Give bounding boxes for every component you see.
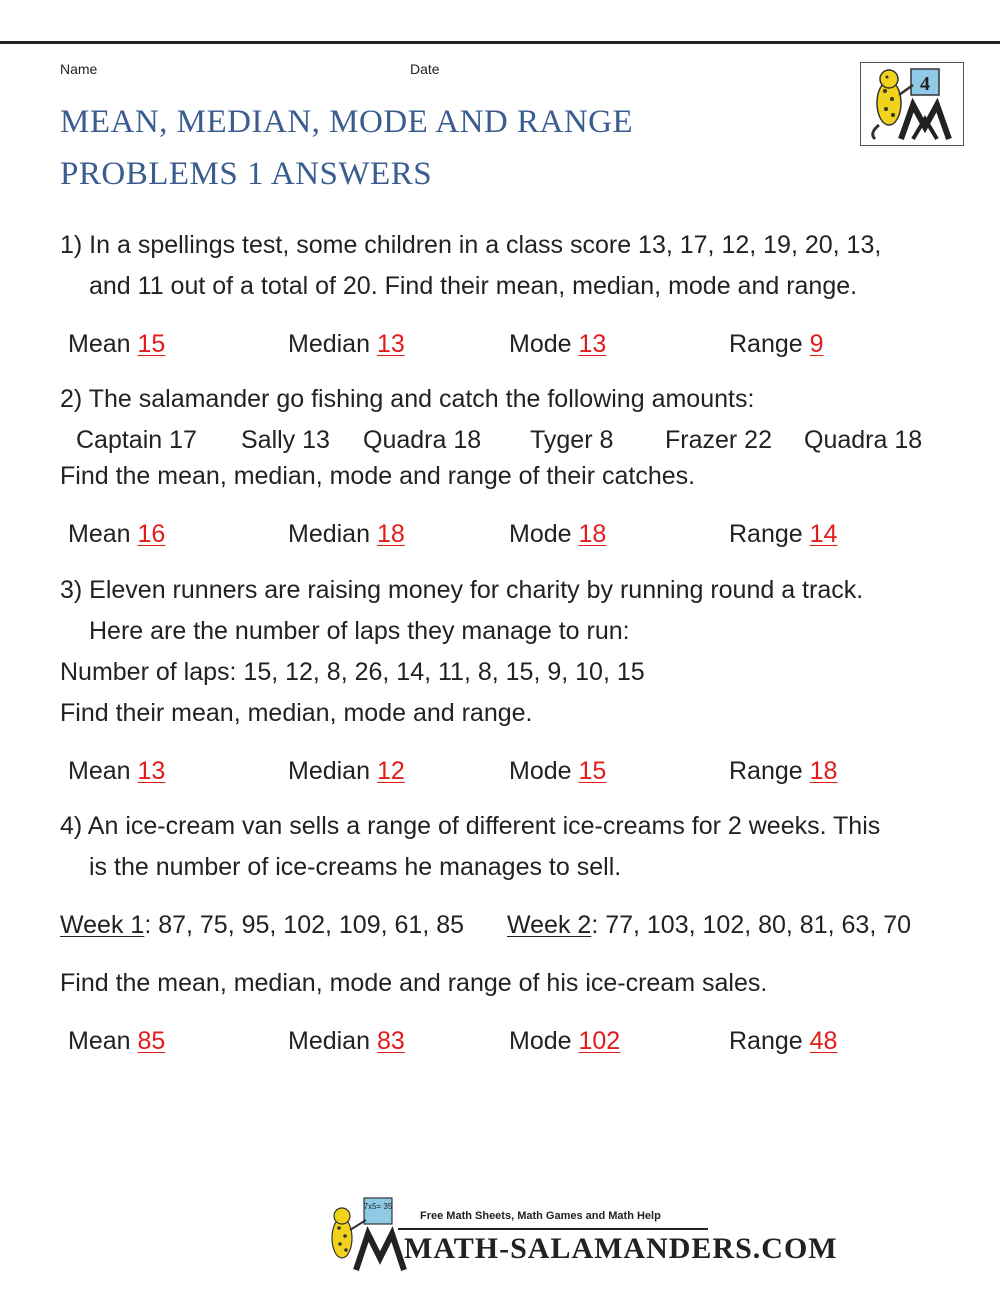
problem-4-question: Find the mean, median, mode and range of his ice-cream sales.	[60, 969, 768, 997]
problem-1-mode: Mode 13	[509, 330, 607, 358]
problem-2-mean: Mean 16	[68, 520, 166, 548]
problem-3-question: Find their mean, median, mode and range.	[60, 699, 533, 727]
footer-card-text: 7x5= 35	[363, 1202, 393, 1211]
catch-sally: Sally 13	[241, 426, 330, 454]
footer	[320, 1194, 838, 1274]
problem-4-mode: Mode 102	[509, 1027, 621, 1055]
problem-1-mean: Mean 15	[68, 330, 166, 358]
week-2-label: Week 2	[507, 911, 592, 939]
problem-2-line-1: 2) The salamander go fishing and catch the following amounts:	[60, 385, 755, 413]
problem-4-line-2: is the number of ice-creams he manages to sell.	[89, 853, 622, 881]
problem-3-range-answer: 18	[809, 757, 838, 785]
footer-tagline: Free Math Sheets, Math Games and Math Help	[420, 1210, 661, 1222]
problem-1-mode-answer: 13	[578, 330, 607, 358]
footer-site-link[interactable]: MATH-SALAMANDERS.COM	[404, 1232, 838, 1265]
salamander-logo	[860, 62, 964, 146]
problem-3-mode-answer: 15	[578, 757, 607, 785]
problem-2-mode: Mode 18	[509, 520, 607, 548]
top-rule	[0, 41, 1000, 44]
problem-3-line-2: Here are the number of laps they manage to run:	[89, 617, 630, 645]
page-subtitle: PROBLEMS 1 ANSWERS	[60, 156, 433, 192]
problem-3-range: Range 18	[729, 757, 838, 785]
problem-1-median: Median 13	[288, 330, 405, 358]
week-2-values: : 77, 103, 102, 80, 81, 63, 70	[591, 911, 912, 939]
catch-frazer: Frazer 22	[665, 426, 772, 454]
footer-salamander-icon	[320, 1194, 410, 1274]
date-label: Date	[410, 61, 440, 77]
problem-2-median-answer: 18	[376, 520, 405, 548]
problem-4-week-1	[60, 911, 464, 940]
catch-captain: Captain 17	[76, 426, 197, 454]
problem-4-line-1: 4) An ice-cream van sells a range of different ice-creams for 2 weeks. This	[60, 812, 881, 840]
grade-number: 4	[920, 73, 930, 95]
problem-4-mode-answer: 102	[578, 1027, 621, 1055]
catch-tyger: Tyger 8	[530, 426, 614, 454]
week-1-values: : 87, 75, 95, 102, 109, 61, 85	[144, 911, 465, 939]
problem-4-median-answer: 83	[376, 1027, 405, 1055]
problem-3-mean-answer: 13	[137, 757, 166, 785]
problem-1-range: Range 9	[729, 330, 824, 358]
problem-4-median: Median 83	[288, 1027, 405, 1055]
problem-3-median-answer: 12	[376, 757, 405, 785]
problem-4-range-answer: 48	[809, 1027, 838, 1055]
problem-1-line-2: and 11 out of a total of 20. Find their mean, median, mode and range.	[89, 272, 858, 300]
name-label: Name	[60, 61, 98, 77]
problem-4-range: Range 48	[729, 1027, 838, 1055]
page-title: MEAN, MEDIAN, MODE AND RANGE	[60, 104, 634, 140]
problem-1-median-answer: 13	[376, 330, 405, 358]
problem-4-mean: Mean 85	[68, 1027, 166, 1055]
problem-4-week-2	[507, 911, 911, 940]
problem-2-range-answer: 14	[809, 520, 838, 548]
catch-quadra: Quadra 18	[363, 426, 482, 454]
problem-1-range-answer: 9	[809, 330, 824, 358]
problem-3-line-1: 3) Eleven runners are raising money for charity by running round a track.	[60, 576, 864, 604]
problem-2-mode-answer: 18	[578, 520, 607, 548]
problem-2-question: Find the mean, median, mode and range of their catches.	[60, 462, 696, 490]
problem-3-mode: Mode 15	[509, 757, 607, 785]
problem-2-range: Range 14	[729, 520, 838, 548]
problem-1-line-1: 1) In a spellings test, some children in a class score 13, 17, 12, 19, 20, 13,	[60, 231, 882, 259]
catch-quadra-2: Quadra 18	[804, 426, 923, 454]
problem-2-median: Median 18	[288, 520, 405, 548]
problem-2-mean-answer: 16	[137, 520, 166, 548]
salamander-logo-icon	[861, 63, 963, 145]
problem-3-median: Median 12	[288, 757, 405, 785]
problem-3-data: Number of laps: 15, 12, 8, 26, 14, 11, 8, 15, 9, 10, 15	[60, 658, 645, 686]
week-1-label: Week 1	[60, 911, 145, 939]
problem-4-mean-answer: 85	[137, 1027, 166, 1055]
problem-3-mean: Mean 13	[68, 757, 166, 785]
footer-rule	[398, 1228, 708, 1230]
problem-1-mean-answer: 15	[137, 330, 166, 358]
